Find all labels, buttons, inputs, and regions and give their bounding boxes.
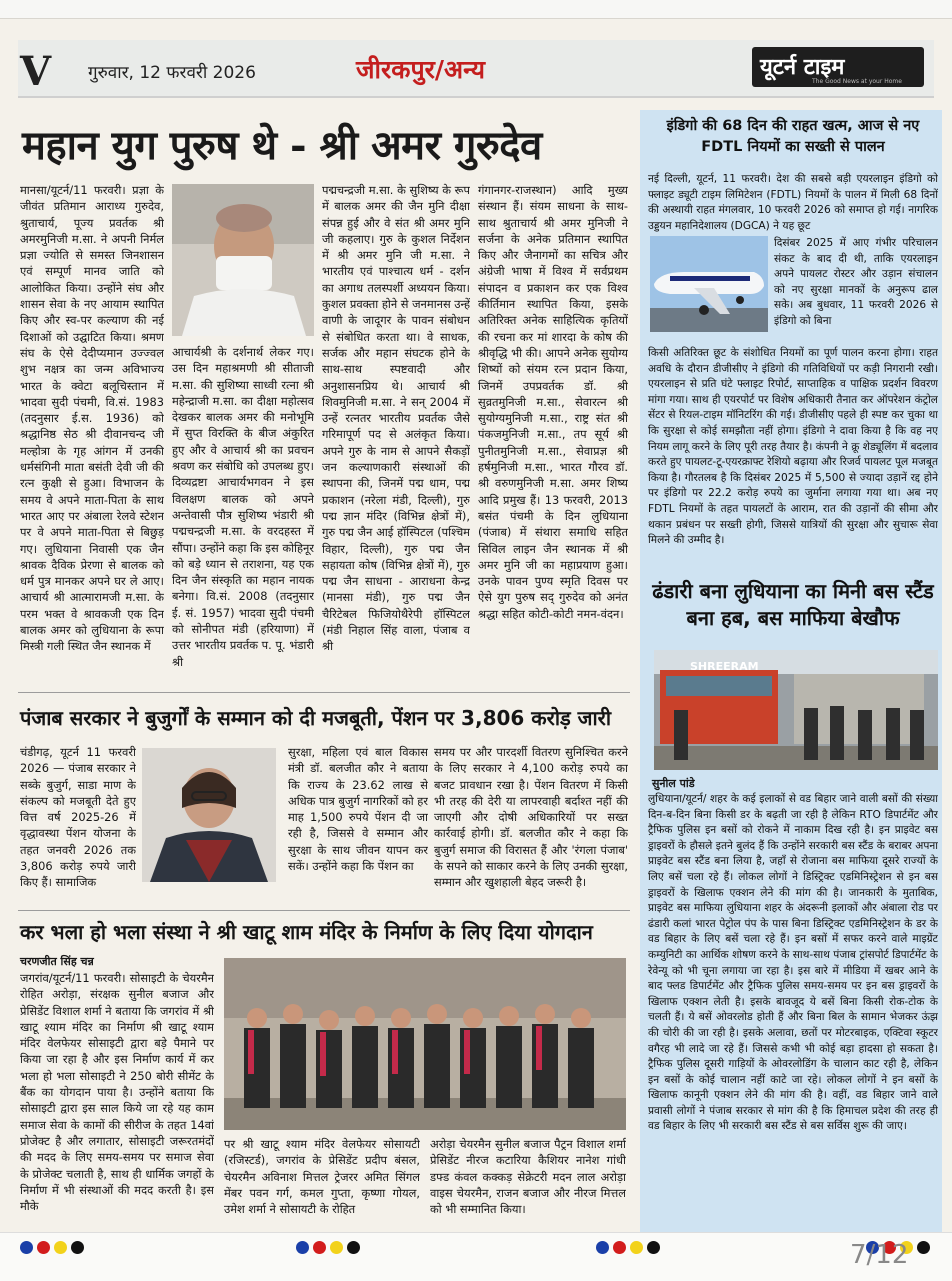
registration-dots-1 <box>20 1241 84 1254</box>
lead-column-2: आचार्यश्री के दर्शनार्थ लेकर गए। उस दिन महाश्रमणी श्री सीताजी म.सा. की सुशिष्या साध्वी रत्ना श्री महेन्द्राजी म.सा. का दीक्षा महोत्सव देखकर बालक अमर की मनोभूमि में सुप्त विरक्ति के बीज अंकुरित हुए और वे आचार्य श्री का प्रवचन श्रवण कर संबोधि को उपलब्ध हुए। दिव्यद्रष्टा आचार्यभगवन ने इस विलक्षण बालक को अपने अन्तेवासी पौत्र सुशिष्य भंडारी श्री पद्मचन्द्रजी म.सा. के वरदहस्त में सौंपा। उन्होंने कहा कि इस कोहिनूर को बड़े ध्यान से तराशना, यह एक दिन जैन संस्कृति का महान नायक बनेगा। वि.सं. 2008 (तदनुसार ई. सं. 1957) भादवा सुदी पंचमी को सोनीपत मंडी (हरियाणा) में उत्तर भारतीय प्रवर्तक प. पू. भंडारी श्री <box>172 345 314 669</box>
bus-headline: ढंडारी बना लुधियाना का मिनी बस स्टैंड बना हब, बस माफिया बेखौफ <box>652 579 934 630</box>
lead-column-4: गंगानगर-राजस्थान) आदि मुख्य संस्थान हैं। संयम साधना के साथ-साथ श्रुताचार्य श्री अमर मुनिजी ने सर्जना के अनेक प्रतिमान स्थापित किए और जैनागमों का सचित्र और अंग्रेजी भाषा में विश्व में सर्वप्रथम संपादन व प्रकाशन कर एक विश्व कीर्तिमान स्थापित किया, इसके अतिरिक्त अनेक साहित्यिक कृतियों की रचना कर मां शारदा के कोष की श्रीवृद्धि भी की। आपने अनेक सुयोग्य शिष्यों को संयम रत्न प्रदान किया, जिनमें उपप्रवर्तक डॉ. श्री सुव्रतमुनिजी म.सा., सेवारत्न श्री सुयोग्यमुनिजी म.सा., राष्ट्र संत श्री पंकजमुनिजी म.सा., तप सूर्य श्री पुनीतमुनिजी म.सा., सेवाप्रज्ञ श्री हर्षमुनिजी म.सा., भारत गौरव डॉ. श्री वरुणमुनिजी म.सा. अमर शिष्य आदि प्रमुख हैं। 13 फरवरी, 2013 बसंत पंचमी के दिन लुधियाना (पंजाब) में संथारा समाधि सहित सिविल लाइन जैन स्थानक में श्री अमर मुनि जी का महाप्रयाण हुआ। उनके पावन पुण्य स्मृति दिवस पर ऐसे युग पुरुष सद्‌ गुरुदेव को अनंत श्रद्धा सहित कोटी-कोटी नमन-वंदन। <box>478 183 628 621</box>
temple-body-2: पर श्री खाटू श्याम मंदिर वेलफेयर सोसायटी (रजिस्टर्ड), जगरांव के प्रेसिडेंट प्रदीप बंसल, चेयरमैन अविनाश मित्तल ट्रेजरर अमित सिंगल मेंबर पवन गर्ग, कमल गुप्ता, कृष्णा गोयल, उमेश शर्मा ने सोसायटी के रोहित <box>224 1137 420 1217</box>
temple-group-photo <box>224 958 626 1130</box>
minister-photo <box>142 748 276 882</box>
guru-photo-illustration <box>172 184 314 336</box>
bus-body: लुधियाना/यूटर्न/ शहर के कई इलाकों से वड बिहार जाने वाली बसों की संख्या दिन-ब-दिन बिना किसी डर के बढ़ती जा रही है लेकिन RTO डिपार्टमेंट और ट्रैफिक पुलिस इन बसों को रोकने में नाकाम दिख रही है। इन प्राइवेट बस ड्राइवरों के हौसले इतने बुलंद हैं कि उन्होंने सरकारी बस स्टैंड के बराबर अपना प्राइवेट बस स्टैंड बना लिया है, जहाँ से रोजाना बस माफिया दूसरे राज्यों के लिए बसें चला रहे हैं। लोकल लोगों ने डिस्ट्रिक्ट एडमिनिस्ट्रेशन से इन बस ड्राइवरों के खिलाफ एक्शन लेने की मांग की है। जानकारी के मुताबिक, प्राइवेट बस माफिया लुधियाना शहर के अंदरूनी इलाकों और अंबाला रोड पर ढंडारी कलां भारत पेट्रोल पंप के पास बिना डिस्ट्रिक्ट एडमिनिस्ट्रेशन के डर के वड बिहार के लिए बसें चला रहे हैं। इन बसों में सफर करने वाले माइग्रेंट कम्युनिटी का आर्थिक शोषण करने के साथ-साथ पंजाब ट्रांसपोर्ट डिपार्टमेंट के रेवेन्यू को भी चूना लगाया जा रहा है। इस बारे में मीडिया में खबर आने के बाद फ्लड डिपार्टमेंट और ट्रैफिक पुलिस समय-समय पर इन बस ड्राइवरों के खिलाफ एक्शन लेती है। इसके बावजूद ये बसें बिना किसी रोक-टोक के चलती हैं। ये बसें ओवरलोड होती हैं और बिना बिल के सामान भेजकर ऊंझ की चोरी की जा रही है। इसके अलावा, छतों पर मोटरबाइक, एक्टिवा स्कूटर वगैरह भी लादे जा रहे हैं। जिससे कभी भी कोई बड़ा हादसा हो सकता है। ट्रैफिक पुलिस दूसरी गाड़ियों के ओवरलोडिंग के चालान काट रही है, लेकिन इन बसों के कोई चालान नहीं काटे जा रहे। लोकल लोगों ने इन बसों के खिलाफ कानूनी एक्शन लेने की मांग की है। वहीं, वड बिहार जाने वाले प्रवासी लोगों ने पंजाब सरकार से मांग की है कि हिमाचल प्रदेश की तरह ही वड बिहार के लिए भी सरकारी बस स्टैंड से बस सर्विस शुरू की जाए। <box>648 793 938 1133</box>
registration-dots-2 <box>296 1241 360 1254</box>
pension-column-2: सुरक्षा, महिला एवं बाल विकास मंत्री डॉ. बलजीत कौर ने बताया कि राज्य के 23.62 लाख से अधिक पात्र बुजुर्ग नागरिकों को हर माह 1,500 रुपये पेंशन दी जा रही है, जिससे वे सम्मान और सुरक्षा के साथ जीवन यापन कर सकें। उन्होंने कहा कि पेंशन का <box>288 745 428 874</box>
temple-body: जगरांव/यूटर्न/11 फरवरी। सोसाइटी के चेयरमैन रोहित अरोड़ा, संरक्षक सुनील बजाज और प्रेसिडेंट विशाल शर्मा ने बताया कि जगरांव में श्री खाटू श्याम मंदिर का निर्माण श्री खाटू श्याम मंदिर वेलफेयर सोसाइटी द्वारा बड़े पैमाने पर किया जा रहा है और इस निर्माण कार्य में कर भला हो भला सोसाइटी ने 250 बोरी सीमेंट के बैंक का योगदान पाया है। उन्होंने बताया कि सोसाइटी द्वारा इस साल किये जा रहे यह काम समाज सेवा के कामों की सीरीज के तहत 14वां प्रोजेक्ट है और लगातार, सोसाइटी जरूरतमंदों की मदद के लिए समय-समय पर समाज सेवा के प्रोजेक्ट चलाती है, साथ ही धार्मिक जगहों के निर्माण में भी संस्थाओं की मदद करती है। इस मौके <box>20 971 214 1214</box>
aircraft-illustration <box>650 236 768 332</box>
page-letter: V <box>20 48 52 95</box>
page-footer <box>0 1232 952 1281</box>
lead-column-1: मानसा/यूटर्न/11 फरवरी। प्रज्ञा के जीवंत प्रतिमान आराध्य गुरुदेव, श्रुताचार्य, पूज्य प्रवर्तक श्री अमरमुनिजी म.सा. ने अपनी निर्मल प्रज्ञा ज्योति से समस्त जिनशासन एवं सम्पूर्ण मानव जाति को आलोकित किया। उन्होंने संघ और शासन सेवा के नए आयाम स्थापित किए और स्व-पर कल्याण की नई दिशाओं को उद्घाटित किया। श्रमण संघ के ऐसे देदीप्यमान उज्ज्वल शुभ नक्षत्र का जन्म अविभाज्य भारत के क्वेटा बलूचिस्तान में भादवा सुदी पंचमी, वि.सं. 1983 (तदनुसार ई.स. 1936) को श्रद्धानिष्ठ सेठ श्री दीवानचन्द जी मल्होत्रा के गृह आंगन में उनकी धर्मसंगिनी माता बसंती देवी जी की रत्न कुक्षी से हुआ। विभाजन के समय वे अपने माता-पिता के साथ भारत आए पर अंबाला रेलवे स्टेशन पर वे अपने माता-पिता से बिछुड़ गए। लुधियाना निवासी एक जैन श्रावक दैविक प्रेरणा से बालक को धर्म पुत्र मानकर अपने घर ले आए। आचार्य श्री आत्मारामजी म.सा. के परम भक्त वे श्रावकजी एक दिन बालक अमर को लुधियाना के रूपा मिस्त्री गली स्थित जैन स्थानक में <box>20 183 164 654</box>
page-number: 7/12 <box>850 1240 909 1270</box>
issue-date: गुरुवार, 12 फरवरी 2026 <box>88 63 256 83</box>
logo-tagline: The Good News at your Home <box>812 78 902 85</box>
guru-photo <box>172 184 314 336</box>
indigo-headline: इंडिगो की 68 दिन की राहत खत्म, आज से नए FDTL नियमों का सख्ती से पालन <box>666 118 920 155</box>
bus-byline: सुनील पांडे <box>652 777 695 790</box>
minister-photo-illustration <box>142 748 276 882</box>
pension-column-1: चंडीगढ़, यूटर्न 11 फरवरी 2026 — पंजाब सरकार ने सब्के बुजुर्ग, साडा माण के संकल्प को मजबूती देते हुए वित्त वर्ष 2025-26 में वृद्धावस्था पेंशन योजना के तहत जनवरी 2026 तक 3,806 करोड़ रुपये जारी किए हैं। सामाजिक <box>20 745 136 890</box>
section-divider <box>18 692 630 693</box>
registration-dots-3 <box>596 1241 660 1254</box>
page-top-strip <box>0 0 952 19</box>
aircraft-photo <box>650 236 768 332</box>
temple-body-3: अरोड़ा चेयरमैन सुनील बजाज पैट्रन विशाल शर्मा प्रेसिडेंट नीरज कटारिया कैशियर नानेश गांधी डफ्ड कंवल कक्कड़ सेक्रेटरी मदन लाल अरोड़ा वाइस चेयरमैन, राजन बजाज और नीरज मित्तल को भी सम्मानित किया। <box>430 1137 626 1217</box>
logo-text: यूटर्न टाइम <box>760 55 845 80</box>
temple-headline: कर भला हो भला संस्था ने श्री खाटू शाम मंदिर के निर्माण के लिए दिया योगदान <box>20 920 593 944</box>
section-divider-2 <box>18 910 630 911</box>
temple-byline: चरणजीत सिंह चन्न <box>20 955 94 968</box>
pension-headline: पंजाब सरकार ने बुजुर्गों के सम्मान को दी मजबूती, पेंशन पर 3,806 करोड़ जारी <box>20 706 612 730</box>
pension-column-3: समय पर और पारदर्शी वितरण सुनिश्चित करने के लिए सरकार ने 4,100 करोड़ रुपये का बजट प्रावधान रखा है। पेंशन वितरण में किसी भी तरह की देरी या लापरवाही बर्दाश्त नहीं की जाएगी और दोषी अधिकारियों पर सख्त कार्रवाई होगी। डॉ. बलजीत कौर ने कहा कि बुजुर्ग समाज की विरासत हैं और 'रंगला पंजाब' के सपने को साकार करने के लिए उनकी सुरक्षा, सम्मान और खुशहाली बेहद जरूरी है। <box>434 745 628 890</box>
lead-headline: महान युग पुरुष थे - श्री अमर गुरुदेव <box>22 122 542 169</box>
indigo-body: किसी अतिरिक्त छूट के संशोधित नियमों का पूर्ण पालन करना होगा। राहत अवधि के दौरान डीजीसीए ने इंडिगो की गतिविधियों पर कड़ी निगरानी रखी। एयरलाइन से प्रति घंटे फ्लाइट रिपोर्ट, साप्ताहिक व पाक्षिक प्रदर्शन विवरण मांगा गया। साथ ही एयरपोर्ट पर विशेष अधिकारी तैनात कर ऑपरेशन कंट्रोल सेंटर से रियल-टाइम मॉनिटरिंग की गई। डीजीसीए पहले ही स्पष्ट कर चुका था कि सुरक्षा से कोई समझौता नहीं होगा। इंडिगो ने दावा किया है कि वह नए नियम लागू करने के लिए पूरी तरह तैयार है। कंपनी ने क्रू शेड्यूलिंग में बदलाव करते हुए पायलट-टू-एयरक्राफ्ट रेशियो बढ़ाया और रिजर्व पायलट पूल मजबूत किया है। गौरतलब है कि दिसंबर 2025 में 5,500 से ज्यादा उड़ानें रद्द होने पर इंडिगो पर 22.2 करोड़ रुपये का जुर्माना लगाया गया था। अब नए FDTL नियमों के तहत पायलटों के आराम, रात की उड़ानों की सीमा और थकान प्रबंधन पर सख्ती होगी, जिससे यात्रियों की सुरक्षा और सुचारू सेवा मिलने की उम्मीद है। <box>648 347 938 547</box>
temple-photo-illustration <box>224 958 626 1130</box>
section-title: जीरकपुर/अन्य <box>356 55 485 84</box>
indigo-side-text: दिसंबर 2025 में आए गंभीर परिचालन संकट के बाद दी थी, ताकि एयरलाइन अपने पायलट रोस्टर और उड़ान संचालन को नए सुरक्षा मानकों के अनुरूप ढाल सके। अब बुधवार, 11 फरवरी 2026 से इंडिगो को बिना <box>774 237 938 327</box>
bus-sign-text: SHREERAM <box>690 660 759 673</box>
lead-column-3: पद्मचन्द्रजी म.सा. के सुशिष्य के रूप में बालक अमर की जैन मुनि दीक्षा संपन्न हुई और वे संत श्री अमर मुनि जी कहलाए। गुरु के कुशल निर्देशन में श्री अमर मुनि जी म.सा. ने भारतीय एवं पाश्चात्य धर्म - दर्शन का अगाध तलस्पर्शी अध्ययन किया। कुशल प्रवक्ता होने से जनमानस उन्हें वाणी के जादूगर के पावन संबोधन से संबोधित करता था। वे साधक, सर्जक और महान संघटक होने के साथ-साथ स्पष्टवादी और अनुशासनप्रिय थे। आचार्य श्री शिवमुनिजी म.सा. ने सन्‌ 2004 में उन्हें रत्नतर भारतीय प्रवर्तक जैसे गरिमापूर्ण पद से अलंकृत किया। अपने गुरु के नाम से आपने सैकड़ों जन कल्याणकारी संस्थाओं की स्थापना की, जिनमें पद्म धाम, पद्म प्रकाशन (नरेला मंडी, दिल्ली), गुरु पद्म ज्ञान मंदिर (विभिन्न क्षेत्रों में), गुरु पद्म जैन आई हॉस्पिटल (पश्चिम विहार, दिल्ली), गुरु पद्म जैन सहायता कोष (विभिन्न क्षेत्रों में), गुरु पद्म जैन साधना - आराधना केन्द्र (मानसा मंडी), गुरु पद्म जैन चैरिटेबल फिजियोथैरेपी हॉस्पिटल (मंडी निहाल सिंह वाला, पंजाब व श्री <box>322 183 470 654</box>
indigo-intro: नई दिल्ली, यूटर्न, 11 फरवरी। देश की सबसे बड़ी एयरलाइन इंडिगो को फ्लाइट ड्यूटी टाइम लिमिटेशन (FDTL) नियमों के पालन में मिली 68 दिनों की अस्थायी राहत मंगलवार, 10 फरवरी 2026 को समाप्त हो गई। नागरिक उड्डयन महानिदेशालय (DGCA) ने यह छूट <box>648 173 938 232</box>
